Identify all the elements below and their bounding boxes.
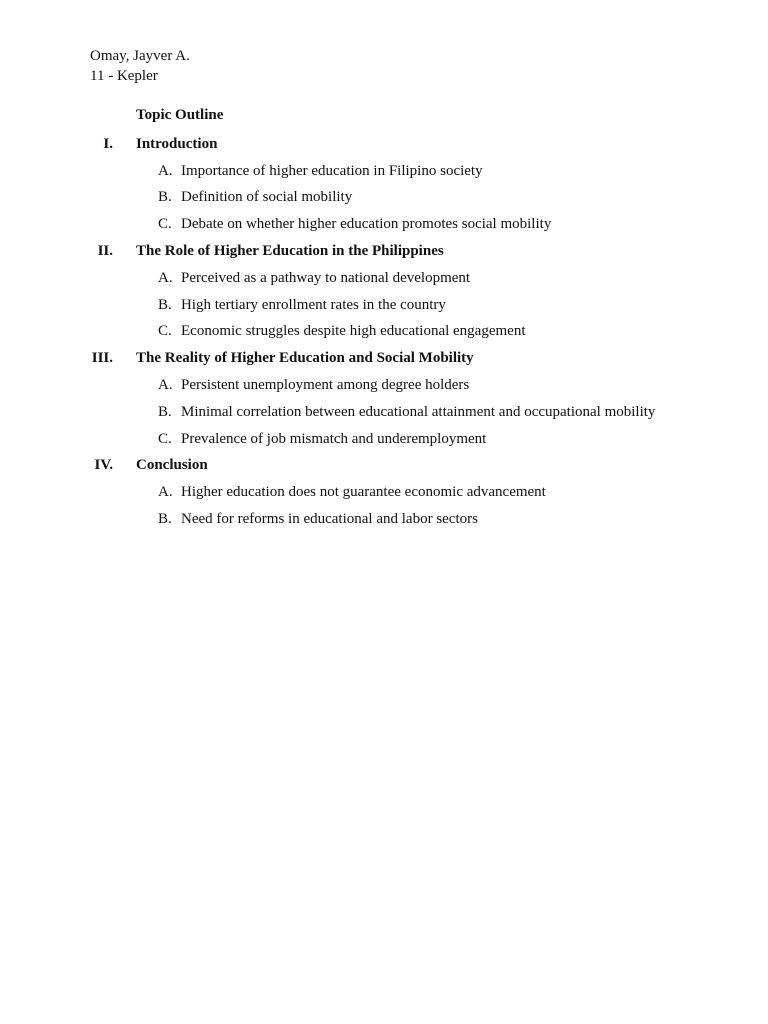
outline-item (0, 482, 768, 509)
outline-section (0, 455, 768, 535)
section-heading-row (0, 348, 768, 375)
item-text: Perceived as a pathway to national development (181, 269, 471, 286)
outline-item (0, 375, 768, 402)
outline-section (0, 134, 768, 241)
item-letter: B. (158, 510, 172, 527)
item-text: Higher education does not guarantee economic advancement (181, 484, 546, 501)
outline-section (0, 348, 768, 455)
item-letter: B. (158, 296, 172, 313)
item-letter: A. (158, 269, 173, 286)
item-letter: A. (158, 376, 173, 393)
author-header (90, 46, 190, 86)
section-heading: Introduction (136, 135, 218, 152)
outline-item (0, 161, 768, 188)
section-heading-row (0, 455, 768, 482)
item-letter: C. (158, 216, 172, 233)
outline-item (0, 321, 768, 348)
section-heading: Conclusion (136, 457, 208, 474)
outline-section (0, 241, 768, 348)
item-text: Persistent unemployment among degree holders (181, 376, 470, 393)
outline-item (0, 429, 768, 456)
item-letter: B. (158, 189, 172, 206)
section-numeral: III. (91, 350, 113, 367)
class-section: 11 - Kepler (90, 68, 158, 84)
section-heading-row (0, 134, 768, 161)
outline-item (0, 402, 768, 429)
outline-item (0, 509, 768, 536)
outline-item (0, 268, 768, 295)
outline-item (0, 214, 768, 241)
outline-item (0, 187, 768, 214)
item-letter: C. (158, 323, 172, 340)
section-heading-row (0, 241, 768, 268)
item-text: Minimal correlation between educational attainment and occupational mobility (181, 403, 656, 420)
outline-title: Topic Outline (136, 107, 224, 123)
item-text: Definition of social mobility (181, 189, 353, 206)
section-numeral: II. (97, 243, 113, 259)
item-text: Importance of higher education in Filipino society (181, 162, 483, 179)
item-text: Debate on whether higher education promotes social mobility (181, 216, 552, 233)
item-letter: A. (158, 484, 173, 501)
item-text: Economic struggles despite high educational engagement (181, 323, 526, 340)
outline-item (0, 295, 768, 322)
author-name: Omay, Jayver A. (90, 48, 190, 64)
section-heading: The Role of Higher Education in the Philippines (136, 243, 444, 259)
section-numeral: IV. (94, 457, 113, 474)
section-heading: The Reality of Higher Education and Social Mobility (136, 350, 474, 367)
item-letter: C. (158, 430, 172, 447)
section-numeral: I. (103, 135, 113, 152)
item-letter: B. (158, 403, 172, 420)
item-text: Prevalence of job mismatch and underemployment (181, 430, 487, 447)
item-text: High tertiary enrollment rates in the country (181, 296, 446, 313)
item-letter: A. (158, 162, 173, 179)
item-text: Need for reforms in educational and labor sectors (181, 510, 478, 527)
